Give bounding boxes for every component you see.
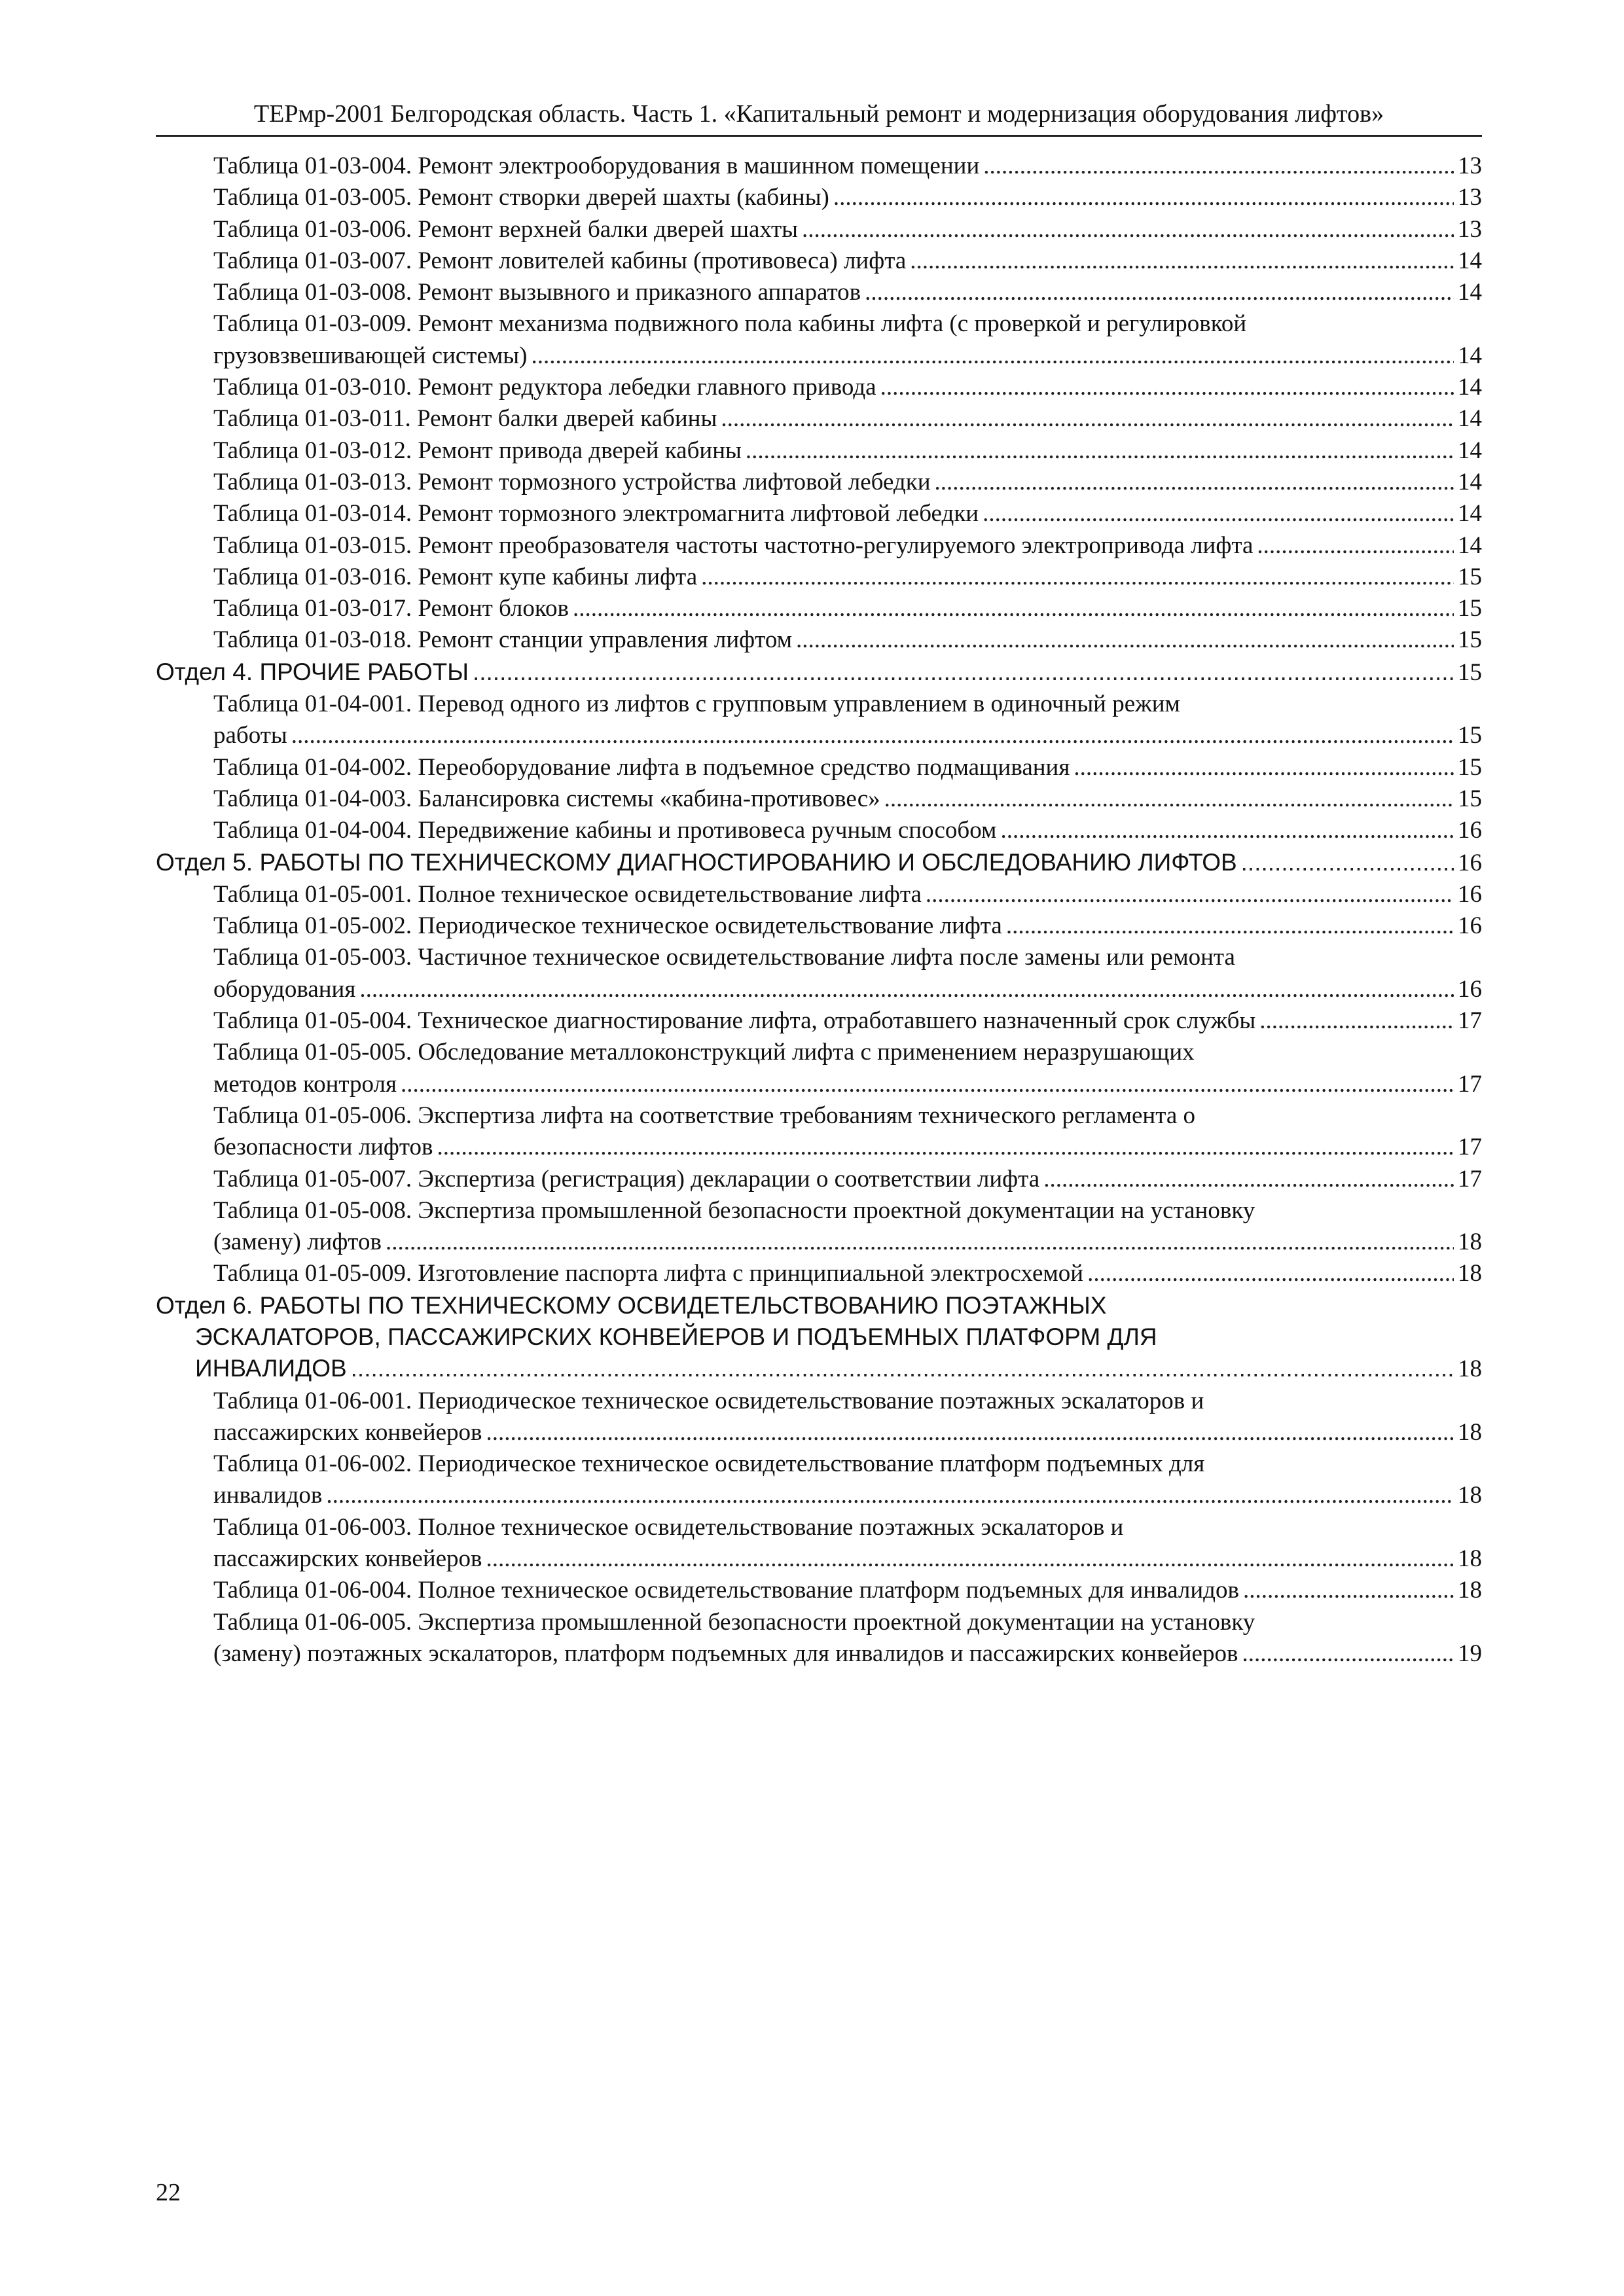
toc-page-number: 14 xyxy=(1458,531,1482,559)
toc-entry-title: Таблица 01-03-016. Ремонт купе кабины лифта xyxy=(213,563,698,590)
dot-leader xyxy=(701,562,1454,593)
toc-table-entry[interactable] xyxy=(156,910,1482,942)
toc-page-number: 16 xyxy=(1458,880,1482,908)
toc-table-entry[interactable] xyxy=(156,1512,1482,1575)
toc-entry-line xyxy=(213,783,1482,815)
toc-entry-line xyxy=(213,974,1482,1005)
toc-entry-title: Отдел 5. РАБОТЫ ПО ТЕХНИЧЕСКОМУ ДИАГНОСТИРОВАНИЮ И ОБСЛЕДОВАНИЮ ЛИФТОВ xyxy=(156,848,1237,876)
dot-leader xyxy=(401,1069,1454,1100)
toc-page-number: 15 xyxy=(1458,658,1482,686)
toc-entry-title: Таблица 01-03-004. Ремонт электрооборудования в машинном помещении xyxy=(213,152,980,179)
toc-page-number: 18 xyxy=(1458,1229,1482,1256)
toc-entry-line xyxy=(213,752,1482,783)
toc-entry-line xyxy=(213,1258,1482,1289)
toc-entry-title: Таблица 01-03-014. Ремонт тормозного электромагнита лифтовой лебедки xyxy=(213,500,979,528)
toc-table-entry[interactable] xyxy=(156,815,1482,846)
toc-entry-title: Таблица 01-05-008. Экспертиза промышленной безопасности проектной документации на установку xyxy=(213,1196,1255,1224)
toc-entry-line xyxy=(213,1448,1482,1480)
toc-table-entry[interactable] xyxy=(156,1386,1482,1449)
dot-leader xyxy=(926,879,1454,910)
toc-entry-title: Таблица 01-03-018. Ремонт станции управления лифтом xyxy=(213,626,793,654)
toc-page-number: 13 xyxy=(1458,215,1482,243)
toc-entry-title: инвалидов xyxy=(213,1482,323,1509)
dot-leader xyxy=(486,1417,1454,1448)
dot-leader xyxy=(1242,1638,1454,1670)
toc-entry-line xyxy=(213,530,1482,562)
toc-entry-line xyxy=(213,593,1482,624)
toc-page-number: 14 xyxy=(1458,468,1482,495)
toc-entry-line xyxy=(213,1227,1482,1258)
toc-entry-title: Таблица 01-06-001. Периодическое техническое освидетельствование поэтажных эскалаторов и xyxy=(213,1387,1204,1414)
toc-entry-title: Таблица 01-04-002. Переоборудование лифта в подъемное средство подмащивания xyxy=(213,753,1070,781)
toc-entry-title: Таблица 01-05-002. Периодическое техническое освидетельствование лифта xyxy=(213,912,1002,940)
toc-entry-line xyxy=(213,1069,1482,1100)
toc-page-number: 16 xyxy=(1458,849,1482,876)
toc-table-entry[interactable] xyxy=(156,624,1482,656)
page-number: 22 xyxy=(156,2179,181,2206)
toc-entry-title: (замену) лифтов xyxy=(213,1229,382,1256)
toc-entry-line xyxy=(213,1132,1482,1163)
toc-page-number: 15 xyxy=(1458,753,1482,781)
toc-entry-title: грузовзвешивающей системы) xyxy=(213,342,528,369)
toc-page-number: 17 xyxy=(1458,1070,1482,1098)
toc-entry-line xyxy=(156,1353,1482,1385)
toc-page-number: 15 xyxy=(1458,722,1482,749)
toc-entry-line xyxy=(213,910,1482,942)
dot-leader xyxy=(796,624,1454,656)
dot-leader xyxy=(983,151,1454,182)
toc-entry-title: оборудования xyxy=(213,975,356,1003)
toc-page-number: 14 xyxy=(1458,405,1482,433)
toc-table-entry[interactable] xyxy=(156,689,1482,752)
table-of-contents xyxy=(156,151,1482,1670)
toc-table-entry[interactable] xyxy=(156,1100,1482,1164)
toc-table-entry[interactable] xyxy=(156,1448,1482,1512)
dot-leader xyxy=(386,1227,1454,1258)
toc-entry-title: Таблица 01-06-002. Периодическое техническое освидетельствование платформ подъемных для xyxy=(213,1450,1205,1478)
toc-entry-title: Таблица 01-05-003. Частичное техническое освидетельствование лифта после замены или ремонта xyxy=(213,944,1235,971)
toc-page-number: 15 xyxy=(1458,626,1482,654)
toc-table-entry[interactable] xyxy=(156,403,1482,435)
dot-leader xyxy=(1074,752,1454,783)
toc-entry-title: Таблица 01-06-003. Полное техническое освидетельствование поэтажных эскалаторов и xyxy=(213,1513,1124,1541)
toc-entry-title: (замену) поэтажных эскалаторов, платформ подъемных для инвалидов и пассажирских конвейеров xyxy=(213,1640,1238,1667)
toc-table-entry[interactable] xyxy=(156,1037,1482,1100)
toc-entry-line xyxy=(213,151,1482,182)
toc-entry-title: Таблица 01-04-004. Передвижение кабины и противовеса ручным способом xyxy=(213,817,997,844)
toc-entry-line xyxy=(213,403,1482,435)
toc-entry-title: Таблица 01-05-007. Экспертиза (регистрация) декларации о соответствии лифта xyxy=(213,1165,1040,1193)
dot-leader xyxy=(1000,815,1454,846)
toc-entry-line xyxy=(213,942,1482,973)
toc-table-entry[interactable] xyxy=(156,435,1482,467)
toc-entry-title: Таблица 01-03-010. Ремонт редуктора лебедки главного привода xyxy=(213,374,876,401)
toc-table-entry[interactable] xyxy=(156,151,1482,182)
toc-entry-title: Таблица 01-03-007. Ремонт ловителей кабины (противовеса) лифта xyxy=(213,247,907,274)
toc-table-entry[interactable] xyxy=(156,752,1482,783)
toc-entry-title: Таблица 01-05-004. Техническое диагностирование лифта, отработавшего назначенный срок службы xyxy=(213,1007,1256,1035)
toc-page-number: 17 xyxy=(1458,1134,1482,1161)
toc-entry-line xyxy=(213,498,1482,529)
dot-leader xyxy=(910,245,1454,277)
toc-section-entry[interactable] xyxy=(156,847,1482,879)
toc-page-number: 18 xyxy=(1458,1418,1482,1446)
toc-entry-line xyxy=(213,1417,1482,1448)
toc-entry-title: Отдел 6. РАБОТЫ ПО ТЕХНИЧЕСКОМУ ОСВИДЕТЕЛЬСТВОВАНИЮ ПОЭТАЖНЫХ xyxy=(156,1291,1107,1319)
toc-entry-title: Таблица 01-06-004. Полное техническое освидетельствование платформ подъемных для инвалидов xyxy=(213,1577,1239,1604)
toc-page-number: 14 xyxy=(1458,342,1482,369)
toc-entry-line xyxy=(213,308,1482,340)
dot-leader xyxy=(884,783,1454,815)
dot-leader xyxy=(1043,1164,1454,1195)
dot-leader xyxy=(531,340,1454,372)
toc-entry-line xyxy=(213,720,1482,751)
toc-table-entry[interactable] xyxy=(156,879,1482,910)
toc-entry-line xyxy=(213,1543,1482,1575)
toc-entry-title: Таблица 01-04-001. Перевод одного из лифтов с групповым управлением в одиночный режим xyxy=(213,691,1180,718)
dot-leader xyxy=(291,720,1454,751)
toc-entry-title: Таблица 01-03-017. Ремонт блоков xyxy=(213,595,569,622)
toc-entry-line xyxy=(213,372,1482,403)
toc-entry-line xyxy=(156,1290,1482,1321)
toc-table-entry[interactable] xyxy=(156,498,1482,529)
toc-entry-title: безопасности лифтов xyxy=(213,1134,433,1161)
toc-page-number: 17 xyxy=(1458,1007,1482,1035)
toc-table-entry[interactable] xyxy=(156,1575,1482,1606)
toc-entry-line xyxy=(213,879,1482,910)
dot-leader xyxy=(802,214,1454,245)
toc-table-entry[interactable] xyxy=(156,942,1482,1005)
toc-table-entry[interactable] xyxy=(156,1195,1482,1259)
toc-page-number: 16 xyxy=(1458,912,1482,940)
toc-table-entry[interactable] xyxy=(156,593,1482,624)
toc-table-entry[interactable] xyxy=(156,530,1482,562)
toc-section-entry[interactable] xyxy=(156,656,1482,689)
toc-entry-line xyxy=(213,1575,1482,1606)
toc-table-entry[interactable] xyxy=(156,372,1482,403)
toc-entry-line xyxy=(213,182,1482,213)
toc-table-entry[interactable] xyxy=(156,277,1482,308)
dot-leader xyxy=(1087,1258,1454,1289)
toc-entry-line xyxy=(156,1321,1482,1353)
dot-leader xyxy=(573,593,1454,624)
dot-leader xyxy=(865,277,1454,308)
dot-leader xyxy=(473,656,1454,688)
toc-page-number: 17 xyxy=(1458,1165,1482,1193)
toc-page-number: 13 xyxy=(1458,184,1482,211)
toc-entry-title: Таблица 01-03-008. Ремонт вызывного и приказного аппаратов xyxy=(213,279,861,306)
toc-entry-title: Таблица 01-03-012. Ремонт привода дверей кабины xyxy=(213,437,742,464)
toc-table-entry[interactable] xyxy=(156,308,1482,372)
toc-page-number: 14 xyxy=(1458,247,1482,274)
dot-leader xyxy=(833,182,1454,213)
dot-leader xyxy=(880,372,1454,403)
toc-entry-title: работы xyxy=(213,722,287,749)
toc-page-number: 16 xyxy=(1458,975,1482,1003)
toc-page-number: 19 xyxy=(1458,1640,1482,1667)
toc-table-entry[interactable] xyxy=(156,783,1482,815)
dot-leader xyxy=(486,1543,1454,1575)
toc-entry-title: Таблица 01-03-009. Ремонт механизма подвижного пола кабины лифта (с проверкой и регулировкой xyxy=(213,310,1247,338)
toc-entry-title: методов контроля xyxy=(213,1070,397,1098)
toc-entry-title: Таблица 01-05-005. Обследование металлоконструкций лифта с применением неразрушающих xyxy=(213,1039,1195,1066)
toc-page-number: 16 xyxy=(1458,817,1482,844)
toc-table-entry[interactable] xyxy=(156,1607,1482,1670)
toc-entry-title: Таблица 01-05-006. Экспертиза лифта на соответствие требованиям технического регламента о xyxy=(213,1102,1195,1129)
toc-entry-line xyxy=(213,245,1482,277)
toc-entry-line xyxy=(213,1164,1482,1195)
toc-entry-line xyxy=(213,689,1482,720)
toc-entry-line xyxy=(213,1607,1482,1638)
toc-entry-line xyxy=(213,1386,1482,1417)
toc-entry-line xyxy=(213,467,1482,498)
toc-page-number: 15 xyxy=(1458,595,1482,622)
toc-entry-line xyxy=(213,435,1482,467)
toc-entry-line xyxy=(213,1100,1482,1132)
toc-entry-title: Таблица 01-03-006. Ремонт верхней балки дверей шахты xyxy=(213,215,799,243)
toc-entry-title: Таблица 01-04-003. Балансировка системы «кабина-противовес» xyxy=(213,785,880,812)
toc-entry-line xyxy=(213,1638,1482,1670)
toc-entry-line xyxy=(213,1195,1482,1227)
toc-entry-line xyxy=(213,1037,1482,1068)
toc-entry-title: Таблица 01-03-015. Ремонт преобразователя частоты частотно-регулируемого электропривода лифта xyxy=(213,531,1254,559)
toc-page-number: 14 xyxy=(1458,374,1482,401)
toc-entry-title: Таблица 01-03-011. Ремонт балки дверей кабины xyxy=(213,405,717,433)
page-header: ТЕРмр-2001 Белгородская область. Часть 1. «Капитальный ремонт и модернизация оборудования лифтов» xyxy=(156,98,1482,137)
toc-table-entry[interactable] xyxy=(156,182,1482,213)
dot-leader xyxy=(351,1353,1454,1384)
toc-table-entry[interactable] xyxy=(156,1164,1482,1195)
toc-table-entry[interactable] xyxy=(156,467,1482,498)
toc-page-number: 13 xyxy=(1458,152,1482,179)
dot-leader xyxy=(1006,910,1454,942)
toc-page-number: 14 xyxy=(1458,437,1482,464)
toc-page-number: 15 xyxy=(1458,563,1482,590)
toc-entry-title: Таблица 01-03-005. Ремонт створки дверей шахты (кабины) xyxy=(213,184,829,211)
dot-leader xyxy=(359,974,1454,1005)
toc-page-number: 14 xyxy=(1458,279,1482,306)
dot-leader xyxy=(437,1132,1454,1163)
toc-entry-title: пассажирских конвейеров xyxy=(213,1418,482,1446)
toc-page-number: 15 xyxy=(1458,785,1482,812)
toc-entry-line xyxy=(213,624,1482,656)
toc-entry-title: Отдел 4. ПРОЧИЕ РАБОТЫ xyxy=(156,658,469,685)
toc-entry-title: Таблица 01-05-009. Изготовление паспорта лифта с принципиальной электросхемой xyxy=(213,1260,1084,1287)
dot-leader xyxy=(746,435,1454,467)
toc-page-number: 18 xyxy=(1458,1482,1482,1509)
dot-leader xyxy=(935,467,1454,498)
toc-table-entry[interactable] xyxy=(156,1258,1482,1289)
dot-leader xyxy=(1243,1575,1454,1606)
toc-entry-line xyxy=(156,847,1482,879)
toc-table-entry[interactable] xyxy=(156,1005,1482,1037)
toc-table-entry[interactable] xyxy=(156,245,1482,277)
toc-entry-title: Таблица 01-05-001. Полное техническое освидетельствование лифта xyxy=(213,880,922,908)
toc-page-number: 18 xyxy=(1458,1355,1482,1383)
toc-entry-line xyxy=(213,815,1482,846)
toc-table-entry[interactable] xyxy=(156,214,1482,245)
toc-entry-title: ЭСКАЛАТОРОВ, ПАССАЖИРСКИХ КОНВЕЙЕРОВ И ПОДЪЕМНЫХ ПЛАТФОРМ ДЛЯ xyxy=(195,1323,1157,1350)
toc-page-number: 14 xyxy=(1458,500,1482,528)
dot-leader xyxy=(983,498,1454,529)
dot-leader xyxy=(326,1480,1454,1511)
toc-table-entry[interactable] xyxy=(156,562,1482,593)
toc-entry-line xyxy=(213,1480,1482,1511)
dot-leader xyxy=(1241,847,1454,878)
dot-leader xyxy=(1257,530,1454,562)
dot-leader xyxy=(1259,1005,1454,1037)
dot-leader xyxy=(721,403,1454,435)
toc-entry-line xyxy=(213,277,1482,308)
toc-section-entry[interactable] xyxy=(156,1290,1482,1386)
toc-entry-line xyxy=(213,1512,1482,1543)
toc-entry-line xyxy=(213,562,1482,593)
toc-entry-line xyxy=(156,656,1482,689)
toc-entry-title: ИНВАЛИДОВ xyxy=(195,1355,347,1382)
toc-page-number: 18 xyxy=(1458,1545,1482,1573)
toc-entry-title: пассажирских конвейеров xyxy=(213,1545,482,1573)
toc-entry-line xyxy=(213,1005,1482,1037)
toc-entry-line xyxy=(213,340,1482,372)
toc-entry-title: Таблица 01-06-005. Экспертиза промышленной безопасности проектной документации на установку xyxy=(213,1608,1255,1636)
toc-page-number: 18 xyxy=(1458,1260,1482,1287)
toc-entry-title: Таблица 01-03-013. Ремонт тормозного устройства лифтовой лебедки xyxy=(213,468,931,495)
toc-entry-line xyxy=(213,214,1482,245)
toc-page-number: 18 xyxy=(1458,1577,1482,1604)
